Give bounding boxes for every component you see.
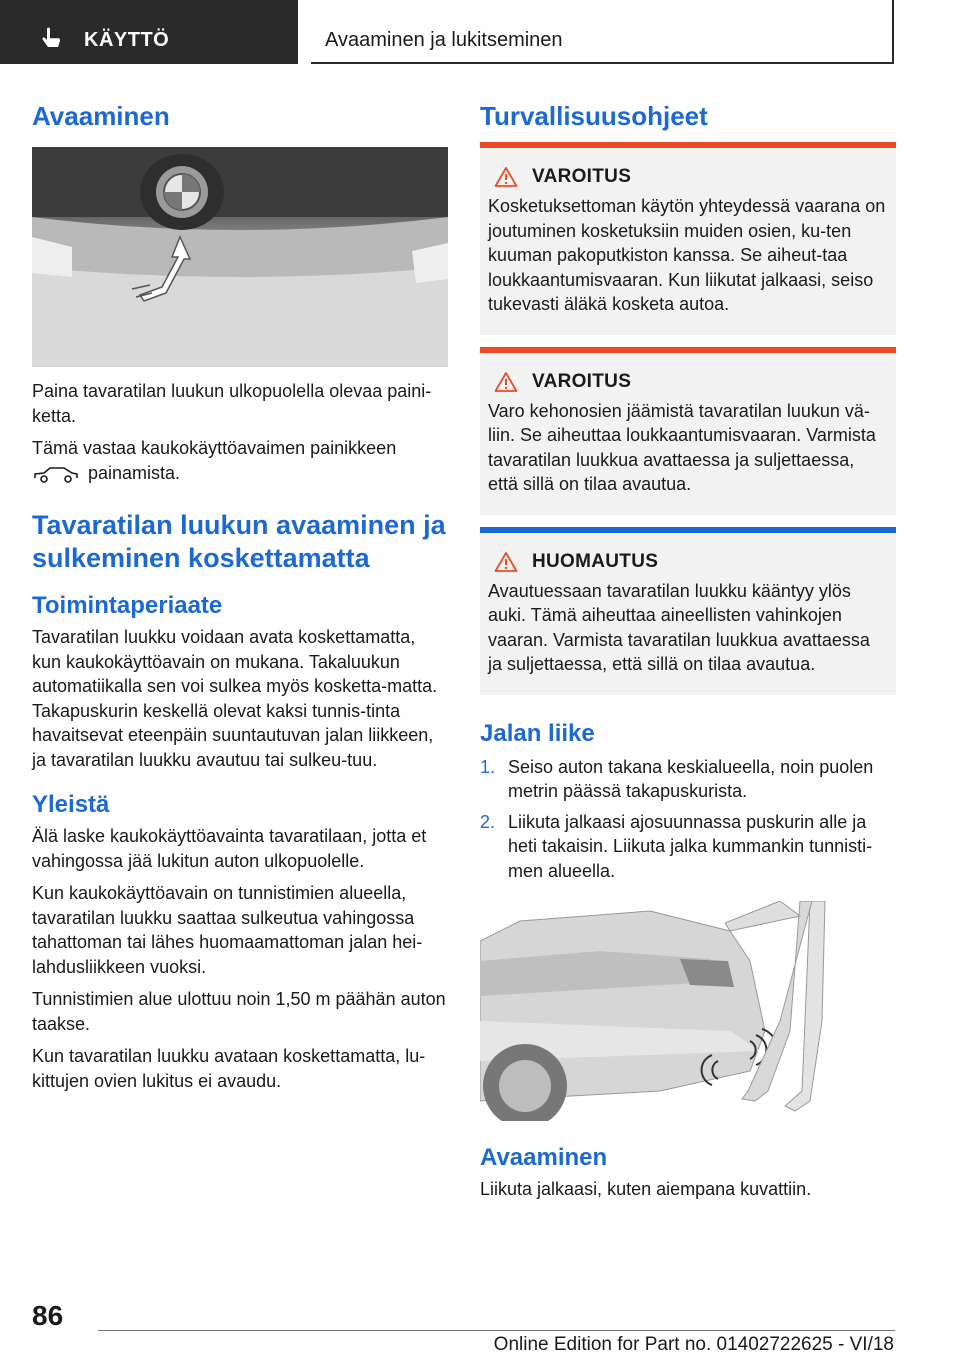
heading-avaaminen-2: Avaaminen bbox=[480, 1144, 608, 1171]
warning-1-text: Kosketuksettoman käytön yhteydessä vaarana on joutuminen kosketuksiin muiden osien, ku-ten kuuman pakoputkiston kanssa. Se aiheut-taa loukkaantumisvaaran. Kun liikutat jalkaasi, seiso tukevasti äläkä kosketa autoa. bbox=[488, 196, 886, 314]
trunk-button-drawing bbox=[32, 147, 448, 367]
trunk-button-illustration bbox=[32, 147, 448, 367]
left-column bbox=[32, 100, 448, 1093]
warning-triangle-icon bbox=[494, 166, 518, 188]
header-section-tab bbox=[0, 0, 298, 64]
note-title: HUOMAUTUS bbox=[532, 550, 659, 572]
footer-divider bbox=[98, 1330, 895, 1331]
warning-triangle-icon bbox=[494, 371, 518, 393]
paragraph-press-button: Paina tavaratilan luukun ulkopuolella olevaa paini-ketta. bbox=[32, 381, 432, 426]
paragraph-remote-key-text: Tämä vastaa kaukokäyttöavaimen painikkeen bbox=[32, 438, 397, 458]
footer-edition: Online Edition for Part no. 01402722625 - VI/18 bbox=[493, 1334, 894, 1355]
list-item bbox=[480, 810, 896, 884]
note-text: Avautuessaan tavaratilan luukku kääntyy ylös auki. Tämä aiheuttaa aineellisten vahinkojen vaaran. Varmista tavaratilan luukkua avattaessa ja suljettaessa, että sillä on tilaa avautua. bbox=[488, 580, 870, 674]
heading-avaaminen: Avaaminen bbox=[32, 101, 170, 131]
header-title: Avaaminen ja lukitseminen bbox=[325, 29, 563, 51]
steps-list bbox=[480, 755, 896, 884]
paragraph-yleista-4: Kun tavaratilan luukku avataan koskettamatta, lu-kittujen ovien lukitus ei avaudu. bbox=[32, 1046, 426, 1091]
foot-sensor-illustration bbox=[480, 901, 835, 1121]
warning-2-title: VAROITUS bbox=[532, 370, 632, 392]
paragraph-remote-key bbox=[32, 436, 448, 485]
heading-toimintaperiaate: Toimintaperiaate bbox=[32, 592, 223, 619]
paragraph-yleista-1: Älä laske kaukokäyttöavainta tavaratilaan, jotta et vahingossa jää lukitun auton ulkopuolelle. bbox=[32, 826, 427, 871]
paragraph-yleista-2: Kun kaukokäyttöavain on tunnistimien alueella, tavaratilan luukku saattaa sulkeutua vahingossa tahattoman tai lähes huomaamattoman jalan hei-lahdusliikkeen vuoksi. bbox=[32, 883, 423, 977]
warning-2-text: Varo kehonosien jäämistä tavaratilan luukun vä-liin. Se aiheuttaa loukkaantumisvaaran. Varmista tavaratilan luukkua avattaessa ja suljettaessa, että sillä on tilaa avautua. bbox=[488, 400, 876, 494]
step-number: 2. bbox=[480, 811, 496, 832]
step-text: Liikuta jalkaasi ajosuunnassa puskurin alle ja heti takaisin. Liikuta jalka kummankin tunnisti-men alueella. bbox=[508, 811, 873, 881]
heading-jalan-liike: Jalan liike bbox=[480, 719, 595, 747]
heading-turvallisuusohjeet: Turvallisuusohjeet bbox=[480, 101, 708, 131]
list-item bbox=[480, 755, 896, 804]
heading-yleista: Yleistä bbox=[32, 791, 110, 818]
step-text: Seiso auton takana keskialueella, noin puolen metrin päässä takapuskurista. bbox=[508, 756, 874, 801]
paragraph-yleista-3: Tunnistimien alue ulottuu noin 1,50 m päähän auton taakse. bbox=[32, 989, 446, 1034]
step-number: 1. bbox=[480, 756, 496, 777]
paragraph-remote-key-end: painamista. bbox=[88, 462, 181, 483]
warning-triangle-icon bbox=[494, 551, 518, 573]
paragraph-avaaminen-2: Liikuta jalkaasi, kuten aiempana kuvattiin. bbox=[480, 1179, 812, 1199]
warning-box-1 bbox=[480, 142, 896, 335]
warning-box-2 bbox=[480, 347, 896, 515]
warning-1-title: VAROITUS bbox=[532, 166, 632, 187]
hand-pointer-icon bbox=[38, 26, 64, 52]
heading-main: Tavaratilan luukun avaaminen ja sulkeminen koskettamatta bbox=[32, 510, 446, 573]
note-box bbox=[480, 527, 896, 695]
car-key-icon bbox=[32, 464, 80, 484]
page-number: 86 bbox=[32, 1300, 64, 1331]
right-column bbox=[480, 100, 896, 1202]
paragraph-toimintaperiaate: Tavaratilan luukku voidaan avata koskettamatta, kun kaukokäyttöavain on mukana. Takaluukun automatiikalla sen voi sulkea myös kosketta-matta. Takapuskurin keskellä olevat kaksi tunnis-tinta havaitsevat eteenpäin suuntautuvan jalan liikkeen, ja tavaratilan luukku avautuu tai sulkeu-tuu. bbox=[32, 627, 438, 770]
header-section-label: KÄYTTÖ bbox=[84, 29, 170, 51]
foot-sensor-drawing bbox=[480, 901, 835, 1121]
